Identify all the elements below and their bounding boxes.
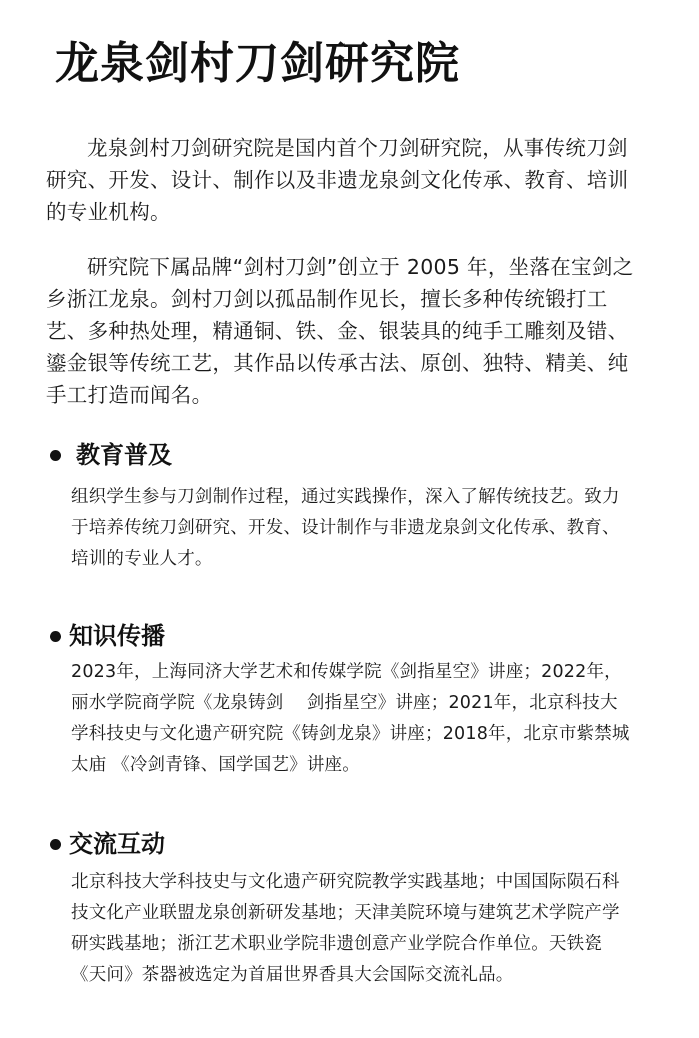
section-heading-knowledge [50,619,165,653]
section-heading-label: 交流互动 [69,830,165,858]
section-heading-exchange [50,827,165,861]
section-heading-education [50,438,172,472]
section-body-education: 组织学生参与刀剑制作过程，通过实践操作，深入了解传统技艺。致力于培养传统刀剑研究、开发、设计制作与非遗龙泉剑文化传承、教育、培训的专业人才。 [71,487,620,569]
intro-paragraph-1: 龙泉剑村刀剑研究院是国内首个刀剑研究院，从事传统刀剑研究、开发、设计、制作以及非遗龙泉剑文化传承、教育、培训的专业机构。 [46,136,629,224]
section-heading-label: 教育普及 [76,441,172,469]
intro-paragraph-2: 研究院下属品牌“剑村刀剑”创立于 2005 年，坐落在宝剑之乡浙江龙泉。剑村刀剑以孤品制作见长，擅长多种传统锻打工艺、多种热处理，精通铜、铁、金、银装具的纯手工雕刻及错、鎏金银等传统工艺，其作品以传承古法、原创、独特、精美、纯手工打造而闻名。 [46,255,634,407]
bullet-icon [50,631,61,642]
section-body-exchange: 北京科技大学科技史与文化遗产研究院教学实践基地；中国国际陨石科技文化产业联盟龙泉创新研发基地；天津美院环境与建筑艺术学院产学研实践基地；浙江艺术职业学院非遗创意产业学院合作单位。天铁瓷《天问》茶器被选定为首届世界香具大会国际交流礼品。 [71,872,620,985]
bullet-icon [50,450,61,461]
bullet-icon [50,839,61,850]
page-title: 龙泉剑村刀剑研究院 [55,38,460,89]
section-heading-label: 知识传播 [69,622,165,650]
section-body-knowledge: 2023年，上海同济大学艺术和传媒学院《剑指星空》讲座；2022年，丽水学院商学院《龙泉铸剑 剑指星空》讲座；2021年，北京科技大学科技史与文化遗产研究院《铸剑龙泉》讲座；2018年，北京市紫禁城太庙 《冷剑青锋、国学国艺》讲座。 [71,662,630,775]
